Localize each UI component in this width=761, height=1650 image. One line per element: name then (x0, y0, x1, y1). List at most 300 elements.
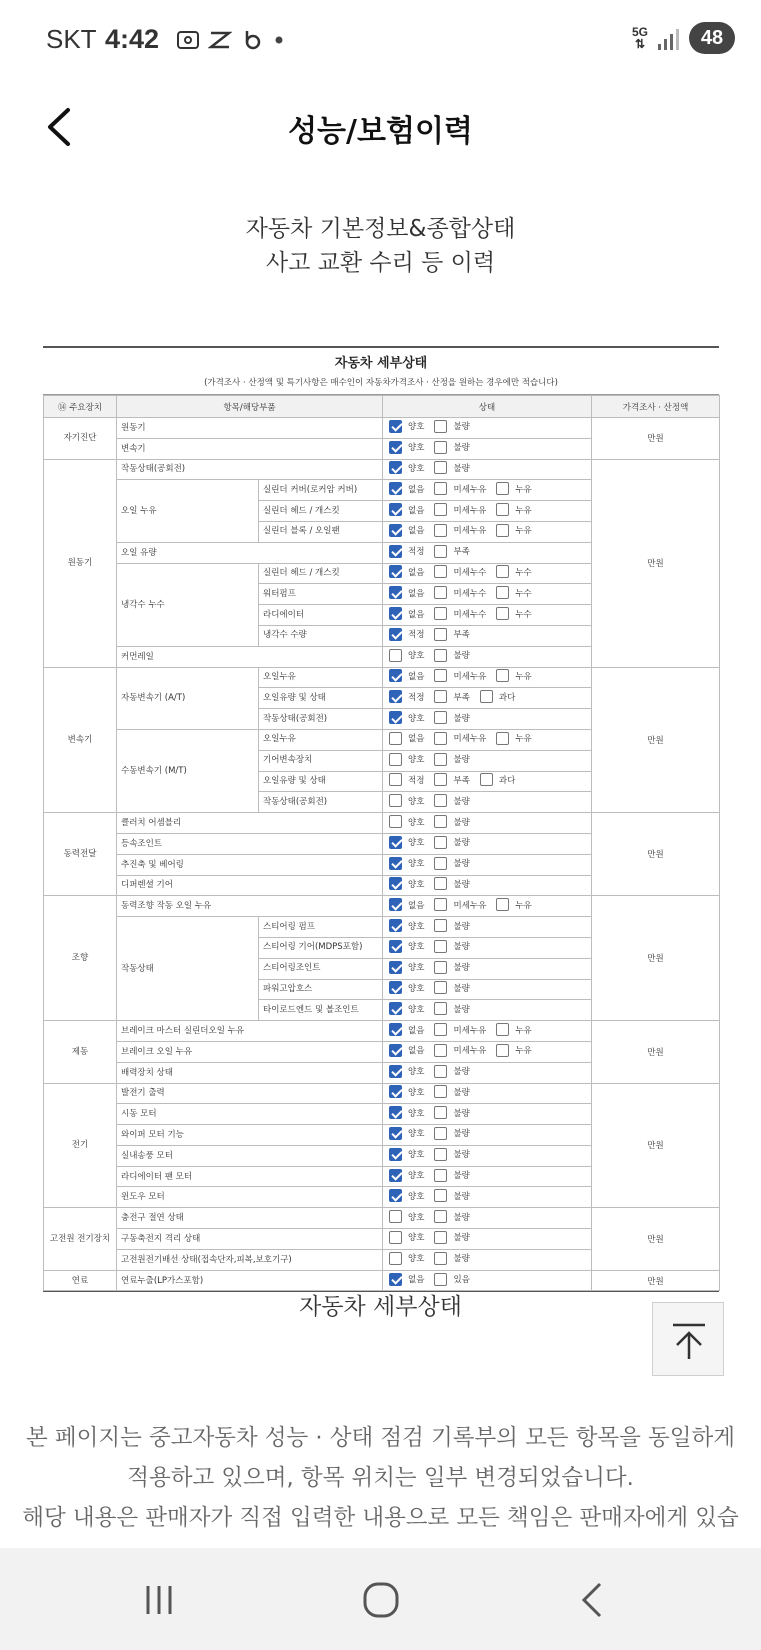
checkbox (496, 503, 509, 516)
price-cell: 만원 (592, 418, 720, 460)
status-option (434, 482, 486, 495)
status-option (389, 1023, 424, 1036)
option-label: 불량 (453, 443, 470, 454)
status-option (434, 773, 469, 786)
item-cell: 오일 누유 (117, 480, 259, 542)
status-option (389, 898, 424, 911)
status-option (434, 898, 486, 911)
option-label: 없음 (408, 1275, 425, 1286)
status-option (389, 732, 424, 745)
category-cell: 제동 (44, 1021, 117, 1083)
option-label: 불량 (453, 713, 470, 724)
checkbox (389, 1273, 402, 1286)
checkbox (389, 482, 402, 495)
checkbox (389, 940, 402, 953)
option-label: 부족 (453, 775, 470, 786)
app-header (0, 84, 761, 174)
status-cell (383, 1187, 592, 1208)
item-cell: 브레이크 마스터 실린더오일 누유 (117, 1021, 383, 1042)
status-cell (383, 709, 592, 730)
checkbox (434, 961, 447, 974)
back-nav-button[interactable] (570, 1578, 616, 1622)
status-option (389, 586, 424, 599)
option-label: 불량 (453, 1171, 470, 1182)
checkbox (434, 919, 447, 932)
status-option (389, 919, 424, 932)
status-option (434, 586, 486, 599)
checkbox (434, 565, 447, 578)
status-cell (383, 1229, 592, 1250)
item-cell: 윈도우 모터 (117, 1187, 383, 1208)
price-cell: 만원 (592, 813, 720, 896)
item-cell: 동력조향 작동 오일 누유 (117, 896, 383, 917)
sub-item-cell: 스티어링 기어(MDPS포함) (259, 937, 383, 958)
checkbox (434, 753, 447, 766)
status-option (434, 1065, 469, 1078)
status-cell (383, 1021, 592, 1042)
option-label: 누유 (515, 734, 532, 745)
option-label: 양호 (408, 963, 425, 974)
item-cell: 냉각수 누수 (117, 563, 259, 646)
status-cell (383, 937, 592, 958)
price-cell: 만원 (592, 1208, 720, 1270)
status-option (496, 732, 531, 745)
item-cell: 변속기 (117, 438, 383, 459)
checkbox (496, 482, 509, 495)
column-header: 가격조사 · 산정액 (592, 396, 720, 418)
checkbox (389, 732, 402, 745)
checkbox (389, 420, 402, 433)
status-option (389, 1252, 424, 1265)
disclaimer-line-3: 해당 내용은 판매자가 직접 입력한 내용으로 모든 책임은 판매자에게 있습 (22, 1505, 739, 1531)
option-label: 양호 (408, 713, 425, 724)
option-label: 불량 (453, 1254, 470, 1265)
checkbox (434, 940, 447, 953)
category-cell: 원동기 (44, 459, 117, 667)
status-option (389, 981, 424, 994)
item-cell: 배력장치 상태 (117, 1062, 383, 1083)
option-label: 불량 (453, 1150, 470, 1161)
status-cell (383, 1083, 592, 1104)
checkbox (434, 1148, 447, 1161)
disclaimer-line-2: 적용하고 있으며, 항목 위치는 일부 변경되었습니다. (127, 1465, 634, 1491)
checkbox (434, 732, 447, 745)
option-label: 양호 (408, 1004, 425, 1015)
status-option (389, 1044, 424, 1057)
arrow-up-icon (653, 1303, 725, 1377)
checkbox (480, 690, 493, 703)
checkbox (389, 1127, 402, 1140)
status-cell (383, 563, 592, 584)
intro-line-2: 사고 교환 수리 등 이력 (265, 250, 496, 276)
item-cell: 브레이크 오일 누유 (117, 1041, 383, 1062)
option-label: 양호 (408, 1129, 425, 1140)
column-header: 항목/해당부품 (117, 396, 383, 418)
option-label: 양호 (408, 463, 425, 474)
intro-line-1: 자동차 기본정보&종합상태 (245, 216, 516, 242)
table-header-row (44, 396, 720, 418)
sub-item-cell: 실린더 블록 / 오일팬 (259, 521, 383, 542)
status-option (434, 607, 486, 620)
battery-indicator: 48 (689, 22, 735, 54)
status-cell (383, 1145, 592, 1166)
status-option (434, 1023, 486, 1036)
price-cell: 만원 (592, 1021, 720, 1083)
status-option (434, 1273, 469, 1286)
detail-status-table (43, 395, 720, 1291)
checkbox (434, 607, 447, 620)
column-header: ⑭ 주요장치 (44, 396, 117, 418)
status-cell (383, 542, 592, 563)
option-label: 불량 (453, 921, 470, 932)
checkbox (496, 1023, 509, 1036)
checkbox (434, 503, 447, 516)
status-cell (383, 1041, 592, 1062)
option-label: 미세누수 (453, 588, 487, 599)
status-cell (383, 605, 592, 626)
checkbox (389, 898, 402, 911)
checkbox (496, 1044, 509, 1057)
table-row (44, 1208, 720, 1229)
option-label: 불량 (453, 755, 470, 766)
network-5g-icon: 5G ⇅ (631, 25, 648, 51)
checkbox (434, 628, 447, 641)
checkbox (434, 711, 447, 724)
option-label: 불량 (453, 1067, 470, 1078)
checkbox (434, 545, 447, 558)
status-option (434, 1231, 469, 1244)
status-cell (383, 584, 592, 605)
option-label: 누유 (515, 671, 532, 682)
recent-apps-button[interactable] (136, 1578, 182, 1622)
checkbox (389, 1210, 402, 1223)
app-z-icon (208, 28, 232, 52)
sub-item-cell: 워터펌프 (259, 584, 383, 605)
screenshot-icon (176, 28, 200, 52)
option-label: 불량 (453, 963, 470, 974)
status-option (496, 1023, 531, 1036)
checkbox (389, 1169, 402, 1182)
checkbox (389, 669, 402, 682)
system-navigation-bar (0, 1548, 761, 1650)
disclaimer-line-1: 본 페이지는 중고자동차 성능 · 상태 점검 기록부의 모든 항목을 동일하게 (26, 1425, 735, 1451)
document-caption: 자동차 세부상태 (299, 1294, 462, 1320)
checkbox (389, 628, 402, 641)
option-label: 불량 (453, 1004, 470, 1015)
checkbox (389, 877, 402, 890)
table-row (44, 813, 720, 834)
item-cell: 구동축전지 격리 상태 (117, 1229, 383, 1250)
checkbox (480, 773, 493, 786)
checkbox (496, 524, 509, 537)
option-label: 양호 (408, 443, 425, 454)
option-label: 불량 (453, 1212, 470, 1223)
option-label: 누유 (515, 1046, 532, 1057)
option-label: 누유 (515, 526, 532, 537)
status-option (434, 690, 469, 703)
status-option (389, 815, 424, 828)
option-label: 미세누유 (453, 671, 487, 682)
sub-item-cell: 기어변속장치 (259, 750, 383, 771)
checkbox (434, 815, 447, 828)
home-button[interactable] (358, 1578, 404, 1622)
status-option (389, 773, 424, 786)
sub-item-cell: 스티어링 펌프 (259, 917, 383, 938)
status-option (389, 1273, 424, 1286)
checkbox (389, 1023, 402, 1036)
checkbox (496, 565, 509, 578)
option-label: 미세누유 (453, 734, 487, 745)
option-label: 양호 (408, 859, 425, 870)
sub-item-cell: 오일유량 및 상태 (259, 688, 383, 709)
recent-apps-icon (136, 1578, 182, 1622)
option-label: 없음 (408, 1025, 425, 1036)
status-option (480, 773, 515, 786)
option-label: 없음 (408, 526, 425, 537)
status-option (434, 940, 469, 953)
table-row (44, 418, 720, 439)
back-nav-icon (570, 1578, 616, 1622)
item-cell: 라디에이터 팬 모터 (117, 1166, 383, 1187)
checkbox (434, 441, 447, 454)
status-cell (383, 501, 592, 522)
status-option (496, 565, 531, 578)
category-cell: 변속기 (44, 667, 117, 813)
checkbox (434, 1169, 447, 1182)
more-dot-icon (272, 28, 286, 52)
status-option (496, 607, 531, 620)
option-label: 불량 (453, 879, 470, 890)
option-label: 불량 (453, 1191, 470, 1202)
status-option (434, 711, 469, 724)
option-label: 양호 (408, 921, 425, 932)
item-cell: 오일 유량 (117, 542, 383, 563)
table-row (44, 896, 720, 917)
sub-item-cell: 실린더 헤드 / 개스킷 (259, 501, 383, 522)
status-cell (383, 1166, 592, 1187)
sub-item-cell: 실린더 헤드 / 개스킷 (259, 563, 383, 584)
sub-item-cell: 오일누유 (259, 667, 383, 688)
status-option (434, 628, 469, 641)
price-cell: 만원 (592, 667, 720, 813)
checkbox (434, 1210, 447, 1223)
checkbox (434, 877, 447, 890)
checkbox (389, 1002, 402, 1015)
sub-item-cell: 실린더 커버(로커암 커버) (259, 480, 383, 501)
checkbox (389, 524, 402, 537)
status-option (434, 1189, 469, 1202)
checkbox (389, 607, 402, 620)
checkbox (496, 607, 509, 620)
status-option (434, 1106, 469, 1119)
sub-item-cell: 오일누유 (259, 729, 383, 750)
signal-icon (658, 26, 679, 50)
checkbox (434, 586, 447, 599)
checkbox (434, 524, 447, 537)
status-cell (383, 480, 592, 501)
status-option (389, 441, 424, 454)
item-cell: 커먼레일 (117, 646, 383, 667)
option-label: 양호 (408, 651, 425, 662)
status-option (434, 545, 469, 558)
category-cell: 고전원 전기장치 (44, 1208, 117, 1270)
checkbox (434, 1023, 447, 1036)
sub-item-cell: 라디에이터 (259, 605, 383, 626)
status-option (434, 1210, 469, 1223)
checkbox (434, 981, 447, 994)
checkbox (496, 898, 509, 911)
item-cell: 추진축 및 베어링 (117, 854, 383, 875)
status-cell (383, 833, 592, 854)
status-option (389, 753, 424, 766)
status-option (389, 669, 424, 682)
status-option (496, 503, 531, 516)
checkbox (496, 669, 509, 682)
option-label: 양호 (408, 1150, 425, 1161)
option-label: 미세누수 (453, 609, 487, 620)
checkbox (389, 836, 402, 849)
status-option (389, 940, 424, 953)
status-option (496, 1044, 531, 1057)
checkbox (389, 586, 402, 599)
status-option (389, 794, 424, 807)
option-label: 양호 (408, 879, 425, 890)
option-label: 없음 (408, 505, 425, 516)
status-option (389, 482, 424, 495)
checkbox (389, 711, 402, 724)
table-row (44, 1083, 720, 1104)
disclaimer-text (20, 1418, 741, 1538)
option-label: 과다 (498, 775, 516, 786)
option-label: 누수 (515, 588, 532, 599)
checkbox (389, 857, 402, 870)
option-label: 없음 (408, 734, 425, 745)
status-option (389, 649, 424, 662)
status-cell (383, 813, 592, 834)
option-label: 양호 (408, 1254, 425, 1265)
option-label: 양호 (408, 1087, 425, 1098)
option-label: 누유 (515, 484, 532, 495)
status-option (434, 981, 469, 994)
option-label: 미세누수 (453, 567, 487, 578)
status-option (434, 649, 469, 662)
status-option (389, 461, 424, 474)
status-option (434, 503, 486, 516)
status-option (389, 1002, 424, 1015)
status-cell (383, 792, 592, 813)
item-cell: 작동상태 (117, 917, 259, 1021)
status-option (389, 1210, 424, 1223)
status-option (389, 503, 424, 516)
item-cell: 실내송풍 모터 (117, 1145, 383, 1166)
status-cell (383, 1208, 592, 1229)
option-label: 양호 (408, 796, 425, 807)
status-option (389, 1085, 424, 1098)
checkbox (434, 773, 447, 786)
status-option (389, 690, 424, 703)
status-option (389, 628, 424, 641)
status-option (389, 961, 424, 974)
checkbox (389, 441, 402, 454)
status-option (389, 1148, 424, 1161)
checkbox (434, 420, 447, 433)
item-cell: 등속조인트 (117, 833, 383, 854)
option-label: 불량 (453, 422, 470, 433)
status-cell (383, 854, 592, 875)
system-icons (632, 22, 735, 54)
checkbox (434, 1002, 447, 1015)
option-label: 적정 (408, 775, 425, 786)
option-label: 불량 (453, 1108, 470, 1119)
document-frame (43, 346, 719, 1292)
status-option (434, 732, 486, 745)
status-option (389, 607, 424, 620)
status-cell (383, 917, 592, 938)
status-option (496, 524, 531, 537)
item-cell: 디퍼렌셜 기어 (117, 875, 383, 896)
option-label: 양호 (408, 817, 425, 828)
option-label: 부족 (453, 630, 470, 641)
option-label: 불량 (453, 942, 470, 953)
checkbox (389, 1065, 402, 1078)
sub-item-cell: 타이로드엔드 및 볼조인트 (259, 1000, 383, 1021)
option-label: 양호 (408, 942, 425, 953)
option-label: 불량 (453, 838, 470, 849)
status-cell (383, 875, 592, 896)
status-option (434, 461, 469, 474)
status-option (389, 1065, 424, 1078)
status-cell (383, 1062, 592, 1083)
status-cell (383, 896, 592, 917)
price-cell: 만원 (592, 896, 720, 1021)
status-option (434, 919, 469, 932)
status-cell (383, 729, 592, 750)
option-label: 미세누유 (453, 484, 487, 495)
sub-item-cell: 파워고압호스 (259, 979, 383, 1000)
option-label: 없음 (408, 567, 425, 578)
checkbox (496, 586, 509, 599)
checkbox (434, 1231, 447, 1244)
status-option (434, 524, 486, 537)
option-label: 누유 (515, 1025, 532, 1036)
option-label: 불량 (453, 1087, 470, 1098)
item-cell: 시동 모터 (117, 1104, 383, 1125)
sub-item-cell: 스티어링조인트 (259, 958, 383, 979)
status-option (434, 1127, 469, 1140)
status-cell (383, 521, 592, 542)
status-cell (383, 1125, 592, 1146)
item-cell: 수동변속기 (M/T) (117, 729, 259, 812)
option-label: 미세누유 (453, 900, 487, 911)
sub-item-cell: 오일유량 및 상태 (259, 771, 383, 792)
checkbox (389, 981, 402, 994)
scroll-to-top-button[interactable] (652, 1302, 724, 1376)
option-label: 누수 (515, 567, 532, 578)
option-label: 있음 (453, 1275, 470, 1286)
item-cell: 클러치 어셈블리 (117, 813, 383, 834)
checkbox (434, 1085, 447, 1098)
status-cell (383, 688, 592, 709)
option-label: 없음 (408, 900, 425, 911)
column-header: 상태 (383, 396, 592, 418)
checkbox (496, 732, 509, 745)
checkbox (389, 815, 402, 828)
item-cell: 발전기 출력 (117, 1083, 383, 1104)
status-option (389, 524, 424, 537)
checkbox (389, 961, 402, 974)
checkbox (389, 649, 402, 662)
status-option (434, 1169, 469, 1182)
